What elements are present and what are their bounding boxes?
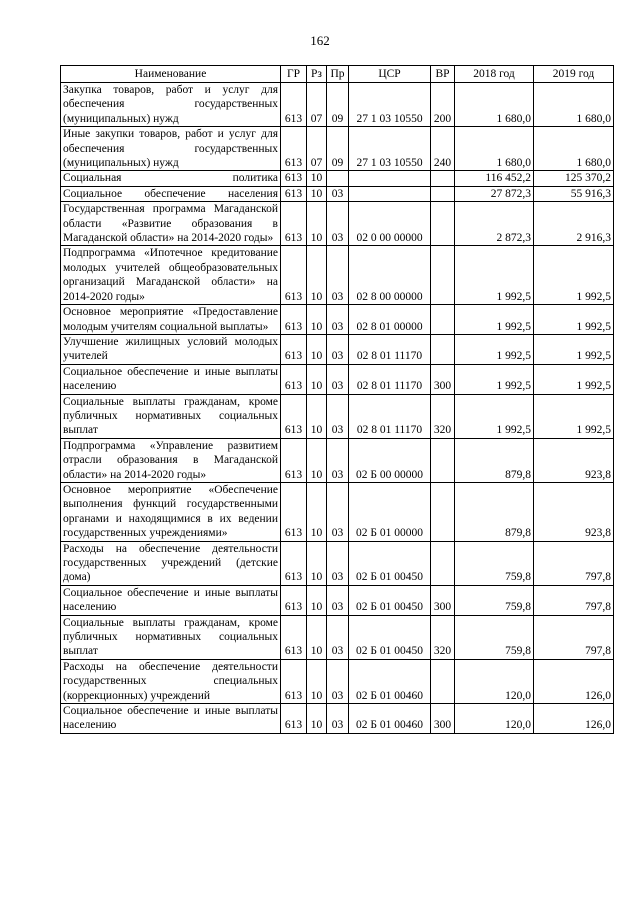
row-name-cell: Социальное обеспечение и иные выплаты населению: [61, 585, 281, 615]
row-csr-cell: 02 Б 00 00000: [349, 438, 431, 482]
row-pr-cell: 03: [327, 246, 349, 305]
row-vr-cell: [431, 186, 455, 201]
column-header-csr: ЦСР: [349, 66, 431, 83]
table-row: [61, 202, 614, 246]
row-rz-cell: 07: [307, 83, 327, 127]
row-name-cell: Расходы на обеспечение деятельности государственных учреждений (детские дома): [61, 541, 281, 585]
row-2018-cell: 1 992,5: [455, 394, 534, 438]
row-csr-cell: 02 0 00 00000: [349, 202, 431, 246]
row-2019-cell: 923,8: [534, 438, 614, 482]
row-2018-cell: 120,0: [455, 704, 534, 734]
row-2018-cell: 879,8: [455, 482, 534, 541]
row-name-cell: Подпрограмма «Ипотечное кредитование молодых учителей общеобразовательных организаций Магаданской области» на 2014-2020 годы»: [61, 246, 281, 305]
row-name-cell: Основное мероприятие «Предоставление молодым учителям социальной выплаты»: [61, 305, 281, 335]
row-csr-cell: 02 8 01 11170: [349, 364, 431, 394]
row-gr-cell: 613: [281, 186, 307, 201]
row-name-cell: Основное мероприятие «Обеспечение выполнения функций государственными органами и находящимися в их ведении государственных учреждениями»: [61, 482, 281, 541]
row-vr-cell: 300: [431, 585, 455, 615]
row-rz-cell: 10: [307, 704, 327, 734]
row-rz-cell: 10: [307, 482, 327, 541]
row-2019-cell: 797,8: [534, 541, 614, 585]
row-pr-cell: 03: [327, 394, 349, 438]
row-vr-cell: 240: [431, 127, 455, 171]
row-name-cell: Социальное обеспечение населения: [61, 186, 281, 201]
row-vr-cell: [431, 659, 455, 703]
row-csr-cell: 02 Б 01 00450: [349, 615, 431, 659]
table-row: [61, 704, 614, 734]
row-pr-cell: 03: [327, 585, 349, 615]
row-2018-cell: 759,8: [455, 615, 534, 659]
row-2018-cell: 116 452,2: [455, 171, 534, 186]
column-header-name: Наименование: [61, 66, 281, 83]
row-csr-cell: 02 Б 01 00450: [349, 585, 431, 615]
row-rz-cell: 10: [307, 615, 327, 659]
row-vr-cell: [431, 246, 455, 305]
row-2018-cell: 1 680,0: [455, 127, 534, 171]
page-number: 162: [310, 33, 330, 48]
row-rz-cell: 10: [307, 364, 327, 394]
row-csr-cell: 02 Б 01 00000: [349, 482, 431, 541]
row-gr-cell: 613: [281, 704, 307, 734]
row-vr-cell: 200: [431, 83, 455, 127]
row-2018-cell: 759,8: [455, 585, 534, 615]
row-pr-cell: 03: [327, 704, 349, 734]
table-row: [61, 364, 614, 394]
row-csr-cell: 02 Б 01 00450: [349, 541, 431, 585]
row-pr-cell: 03: [327, 305, 349, 335]
column-header-gr: ГР: [281, 66, 307, 83]
table-row: [61, 394, 614, 438]
row-pr-cell: 03: [327, 541, 349, 585]
table-row: [61, 438, 614, 482]
row-name-cell: Государственная программа Магаданской области «Развитие образования в Магаданской области» на 2014-2020 годы»: [61, 202, 281, 246]
row-2019-cell: 923,8: [534, 482, 614, 541]
column-header-pr: Пр: [327, 66, 349, 83]
row-2018-cell: 759,8: [455, 541, 534, 585]
row-pr-cell: [327, 171, 349, 186]
row-2018-cell: 1 992,5: [455, 334, 534, 364]
row-vr-cell: [431, 438, 455, 482]
row-gr-cell: 613: [281, 659, 307, 703]
row-csr-cell: [349, 186, 431, 201]
row-2019-cell: 797,8: [534, 585, 614, 615]
row-pr-cell: 03: [327, 615, 349, 659]
row-rz-cell: 10: [307, 438, 327, 482]
row-rz-cell: 10: [307, 186, 327, 201]
row-rz-cell: 10: [307, 659, 327, 703]
row-rz-cell: 10: [307, 305, 327, 335]
row-pr-cell: 03: [327, 364, 349, 394]
row-name-cell: Иные закупки товаров, работ и услуг для обеспечения государственных (муниципальных) нужд: [61, 127, 281, 171]
row-csr-cell: 02 8 01 00000: [349, 305, 431, 335]
table-row: [61, 585, 614, 615]
row-2019-cell: 2 916,3: [534, 202, 614, 246]
row-gr-cell: 613: [281, 585, 307, 615]
table-row: [61, 186, 614, 201]
row-gr-cell: 613: [281, 438, 307, 482]
row-2018-cell: 2 872,3: [455, 202, 534, 246]
row-pr-cell: 03: [327, 334, 349, 364]
row-name-cell: Социальные выплаты гражданам, кроме публичных нормативных социальных выплат: [61, 615, 281, 659]
row-gr-cell: 613: [281, 246, 307, 305]
row-2018-cell: 1 992,5: [455, 364, 534, 394]
row-2019-cell: 125 370,2: [534, 171, 614, 186]
row-vr-cell: [431, 482, 455, 541]
row-csr-cell: 02 8 01 11170: [349, 394, 431, 438]
row-2019-cell: 1 680,0: [534, 83, 614, 127]
row-rz-cell: 10: [307, 334, 327, 364]
row-csr-cell: 27 1 03 10550: [349, 83, 431, 127]
table-body: [61, 83, 614, 734]
row-2018-cell: 1 992,5: [455, 305, 534, 335]
row-vr-cell: [431, 171, 455, 186]
table-row: [61, 615, 614, 659]
row-rz-cell: 10: [307, 585, 327, 615]
row-gr-cell: 613: [281, 394, 307, 438]
column-header-rz: Рз: [307, 66, 327, 83]
row-name-cell: Расходы на обеспечение деятельности государственных специальных (коррекционных) учреждений: [61, 659, 281, 703]
table-row: [61, 305, 614, 335]
row-2018-cell: 879,8: [455, 438, 534, 482]
table-row: [61, 246, 614, 305]
row-vr-cell: 320: [431, 394, 455, 438]
table-row: [61, 127, 614, 171]
row-csr-cell: 02 8 01 11170: [349, 334, 431, 364]
column-header-2019: 2019 год: [534, 66, 614, 83]
row-rz-cell: 10: [307, 171, 327, 186]
table-row: [61, 482, 614, 541]
row-csr-cell: 02 Б 01 00460: [349, 659, 431, 703]
row-csr-cell: 02 Б 01 00460: [349, 704, 431, 734]
row-2019-cell: 126,0: [534, 704, 614, 734]
row-rz-cell: 10: [307, 541, 327, 585]
row-gr-cell: 613: [281, 305, 307, 335]
row-vr-cell: 320: [431, 615, 455, 659]
row-csr-cell: [349, 171, 431, 186]
row-name-cell: Подпрограмма «Управление развитием отрасли образования в Магаданской области» на 2014-2020 годы»: [61, 438, 281, 482]
row-pr-cell: 03: [327, 482, 349, 541]
row-gr-cell: 613: [281, 171, 307, 186]
row-vr-cell: [431, 334, 455, 364]
row-name-cell: Социальное обеспечение и иные выплаты населению: [61, 704, 281, 734]
row-2019-cell: 1 992,5: [534, 394, 614, 438]
row-name-cell: Социальное обеспечение и иные выплаты населению: [61, 364, 281, 394]
row-gr-cell: 613: [281, 334, 307, 364]
column-header-vr: ВР: [431, 66, 455, 83]
row-2019-cell: 1 680,0: [534, 127, 614, 171]
row-2019-cell: 1 992,5: [534, 334, 614, 364]
row-name-cell: Социальные выплаты гражданам, кроме публичных нормативных социальных выплат: [61, 394, 281, 438]
row-2019-cell: 126,0: [534, 659, 614, 703]
row-name-cell: Социальная политика: [61, 171, 281, 186]
row-2019-cell: 1 992,5: [534, 246, 614, 305]
column-header-2018: 2018 год: [455, 66, 534, 83]
row-vr-cell: [431, 541, 455, 585]
row-gr-cell: 613: [281, 482, 307, 541]
row-vr-cell: [431, 202, 455, 246]
row-csr-cell: 27 1 03 10550: [349, 127, 431, 171]
row-gr-cell: 613: [281, 83, 307, 127]
table-row: [61, 334, 614, 364]
row-name-cell: Улучшение жилищных условий молодых учителей: [61, 334, 281, 364]
table-row: [61, 171, 614, 186]
row-pr-cell: 03: [327, 438, 349, 482]
table-row: [61, 541, 614, 585]
row-rz-cell: 10: [307, 202, 327, 246]
row-2018-cell: 1 680,0: [455, 83, 534, 127]
row-gr-cell: 613: [281, 541, 307, 585]
row-2018-cell: 27 872,3: [455, 186, 534, 201]
table-row: [61, 659, 614, 703]
row-vr-cell: 300: [431, 364, 455, 394]
row-2019-cell: 1 992,5: [534, 305, 614, 335]
row-pr-cell: 03: [327, 186, 349, 201]
row-pr-cell: 03: [327, 659, 349, 703]
row-gr-cell: 613: [281, 202, 307, 246]
row-vr-cell: [431, 305, 455, 335]
row-gr-cell: 613: [281, 127, 307, 171]
row-name-cell: Закупка товаров, работ и услуг для обеспечения государственных (муниципальных) нужд: [61, 83, 281, 127]
row-pr-cell: 03: [327, 202, 349, 246]
row-pr-cell: 09: [327, 83, 349, 127]
row-2018-cell: 120,0: [455, 659, 534, 703]
table-row: [61, 83, 614, 127]
row-pr-cell: 09: [327, 127, 349, 171]
row-gr-cell: 613: [281, 364, 307, 394]
row-rz-cell: 07: [307, 127, 327, 171]
row-2019-cell: 55 916,3: [534, 186, 614, 201]
row-rz-cell: 10: [307, 394, 327, 438]
budget-table: [60, 65, 614, 734]
row-2018-cell: 1 992,5: [455, 246, 534, 305]
row-vr-cell: 300: [431, 704, 455, 734]
row-2019-cell: 1 992,5: [534, 364, 614, 394]
row-2019-cell: 797,8: [534, 615, 614, 659]
row-rz-cell: 10: [307, 246, 327, 305]
table-header-row: [61, 66, 614, 83]
row-csr-cell: 02 8 00 00000: [349, 246, 431, 305]
row-gr-cell: 613: [281, 615, 307, 659]
